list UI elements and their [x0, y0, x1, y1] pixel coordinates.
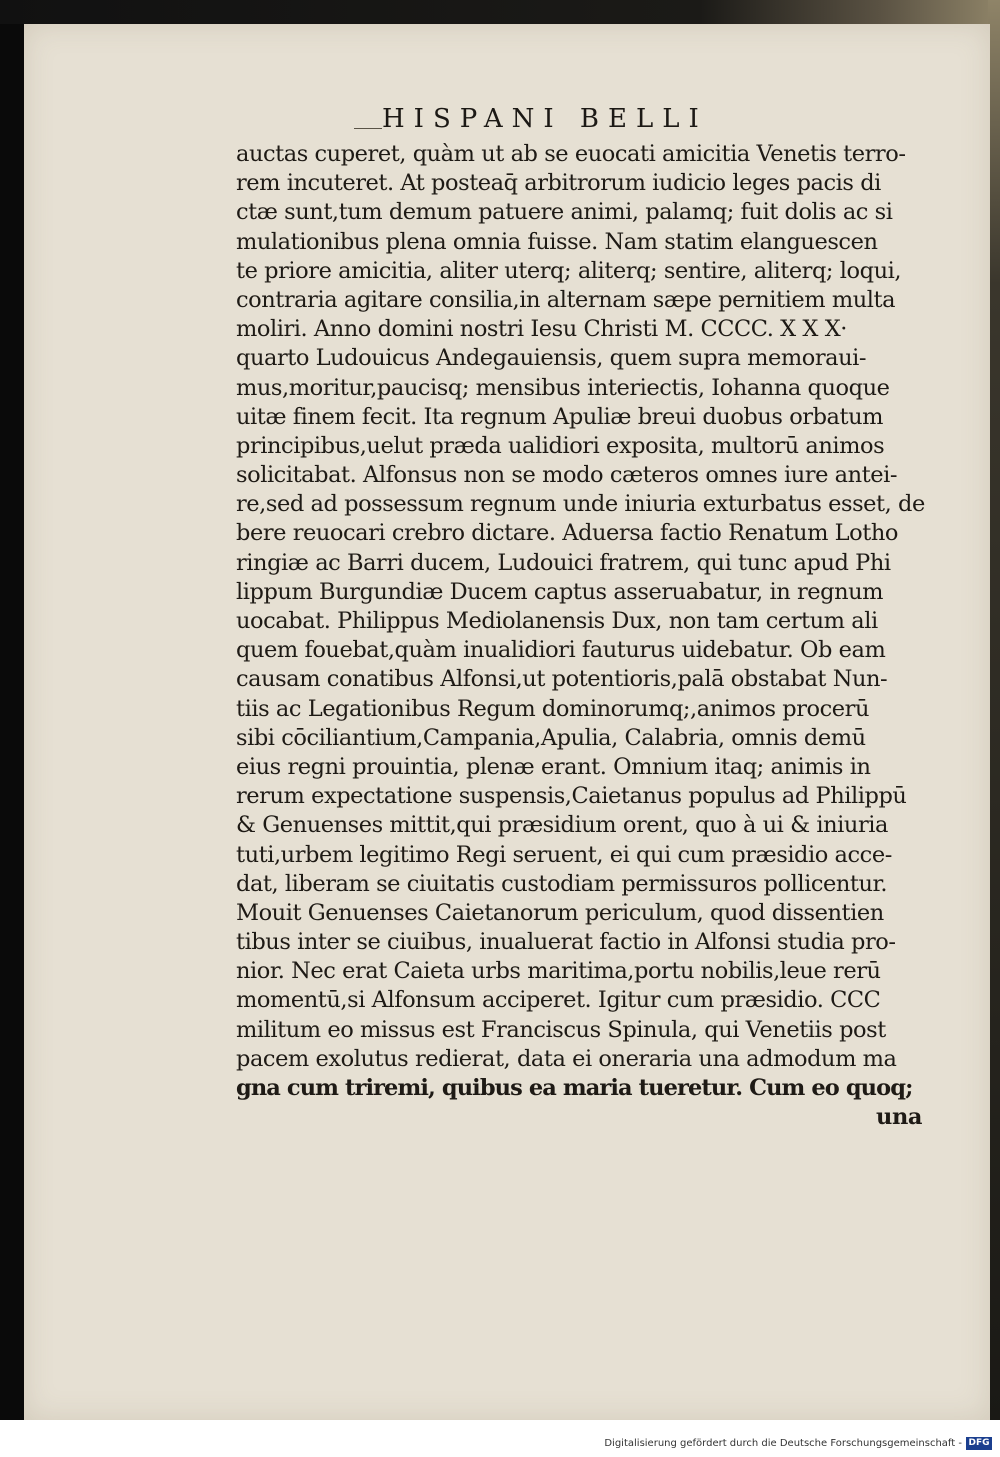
text-line: eius regni prouintia, plenæ erant. Omnium itaq; animis in [236, 753, 871, 780]
text-line: sibi cōciliantium,Campania,Apulia, Calabria, omnis demū [236, 724, 866, 751]
text-line: gna cum triremi, quibus ea maria tueretur. Cum eo quoq; [236, 1075, 913, 1101]
text-line: momentū,si Alfonsum acciperet. Igitur cum præsidio. CCC [236, 987, 881, 1014]
text-line: tuti,urbem legitimo Regi seruent, ei qui cum præsidio acce- [236, 841, 892, 868]
funding-credit: Digitalisierung gefördert durch die Deutsche Forschungsgemeinschaft - [604, 1438, 962, 1449]
text-line: causam conatibus Alfonsi,ut potentioris,palā obstabat Nun- [236, 666, 888, 693]
text-line: uitæ finem fecit. Ita regnum Apuliæ breui duobus orbatum [236, 403, 884, 430]
text-line: contraria agitare consilia,in alternam sæpe pernitiem multa [236, 286, 896, 313]
text-line: bere reuocari crebro dictare. Aduersa factio Renatum Lotho [236, 520, 898, 547]
book-page [24, 24, 990, 1420]
text-line: ringiæ ac Barri ducem, Ludouici fratrem, qui tunc apud Phi [236, 549, 891, 576]
text-line: dat, liberam se ciuitatis custodiam permissuros pollicentur. [236, 870, 888, 897]
running-head: HISPANI BELLI [382, 104, 708, 134]
text-line: moliri. Anno domini nostri Iesu Christi M. CCCC. X X X· [236, 316, 847, 343]
text-line: lippum Burgundiæ Ducem captus asseruabatur, in regnum [236, 578, 884, 605]
text-line: tiis ac Legationibus Regum dominorumq;,animos procerū [236, 695, 870, 722]
dfg-logo: DFG [966, 1437, 992, 1450]
text-line: quarto Ludouicus Andegauiensis, quem supra memoraui- [236, 345, 867, 372]
text-line: quem fouebat,quàm inualidiori fauturus uidebatur. Ob eam [236, 637, 886, 664]
catchword: una [876, 1104, 922, 1131]
text-line: Mouit Genuenses Caietanorum periculum, quod dissentien [236, 899, 884, 926]
text-line: mus,moritur,paucisq; mensibus interiectis, Iohanna quoque [236, 374, 890, 401]
text-line: militum eo missus est Franciscus Spinula, qui Venetiis post [236, 1016, 886, 1043]
text-line: uocabat. Philippus Mediolanensis Dux, non tam certum ali [236, 608, 878, 634]
text-line: tibus inter se ciuibus, inualuerat factio in Alfonsi studia pro- [236, 929, 896, 956]
running-head-rule [354, 128, 382, 129]
text-line: principibus,uelut præda ualidiori exposita, multorū animos [236, 432, 885, 459]
scan-top-edge [0, 0, 1000, 24]
text-line: solicitabat. Alfonsus non se modo cæteros omnes iure antei- [236, 462, 898, 489]
text-line: mulationibus plena omnia fuisse. Nam statim elanguescen [236, 228, 878, 255]
text-line: re,sed ad possessum regnum unde iniuria exturbatus esset, de [236, 491, 925, 518]
text-line: & Genuenses mittit,qui præsidium orent, quo à ui & iniuria [236, 812, 888, 839]
text-line: te priore amicitia, aliter uterq; aliterq; sentire, aliterq; loqui, [236, 257, 902, 284]
text-block [236, 140, 926, 1132]
text-line: rerum expectatione suspensis,Caietanus populus ad Philippū [236, 783, 907, 810]
text-line: ctæ sunt,tum demum patuere animi, palamq; fuit dolis ac si [236, 199, 893, 226]
text-line: rem incuteret. At posteaq̄ arbitrorum iudicio leges pacis di [236, 170, 881, 197]
text-line: nior. Nec erat Caieta urbs maritima,portu nobilis,leue rerū [236, 958, 881, 985]
text-line: auctas cuperet, quàm ut ab se euocati amicitia Venetis terro- [236, 141, 906, 167]
text-line: pacem exolutus redierat, data ei oneraria una admodum ma [236, 1045, 897, 1072]
